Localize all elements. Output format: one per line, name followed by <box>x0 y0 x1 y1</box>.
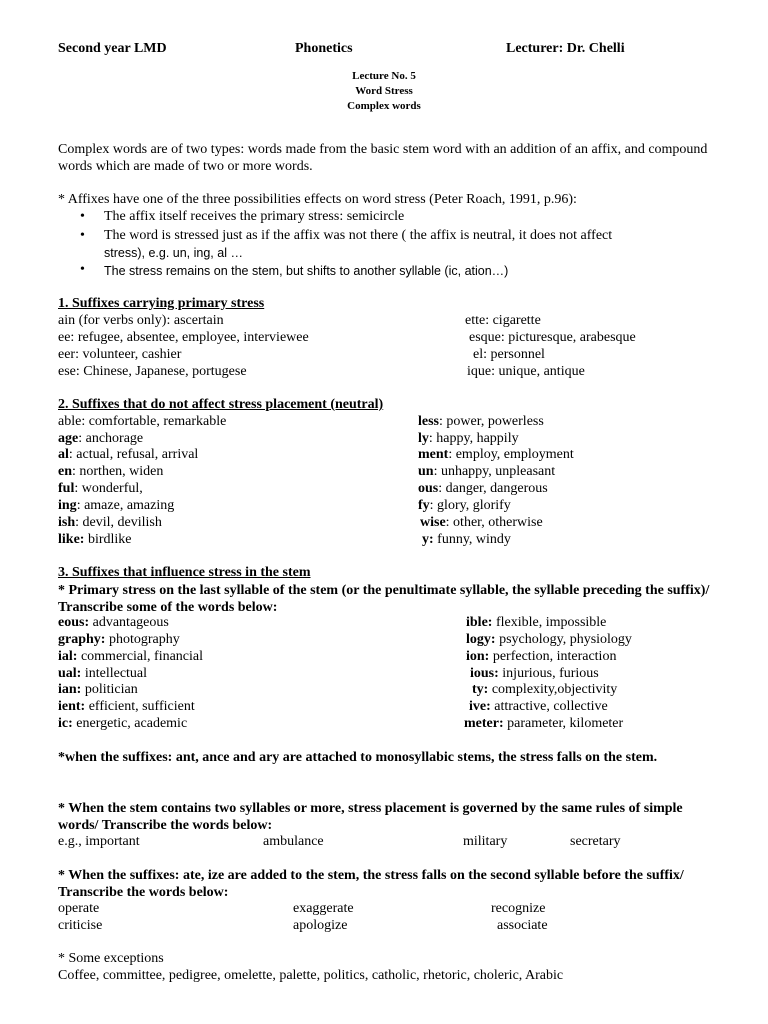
bullet-item: The affix itself receives the primary stress: semicircle <box>104 209 405 224</box>
suffix-entry: ee: refugee, absentee, employee, interviewee <box>58 330 309 345</box>
suffix-entry: eous: advantageous <box>58 615 169 630</box>
word-item: apologize <box>293 918 348 933</box>
bullet-item: The stress remains on the stem, but shifts to another syllable (ic, ation…) <box>104 264 509 278</box>
suffix-entry: ly: happy, happily <box>418 431 519 446</box>
lecture-number: Lecture No. 5 <box>352 70 416 82</box>
bullet-dot: • <box>80 228 85 243</box>
suffix-entry: ian: politician <box>58 682 138 697</box>
suffix-entry: y: funny, windy <box>422 532 511 547</box>
suffix-entry: ual: intellectual <box>58 666 148 681</box>
affix-intro: * Affixes have one of the three possibilities effects on word stress (Peter Roach, 1991, p.96): <box>58 192 577 207</box>
ate-ize-rule: * When the suffixes: ate, ize are added to the stem, the stress falls on the second syllable before the suffix/ Transcribe the words below: <box>58 868 684 900</box>
ant-ance-rule: *when the suffixes: ant, ance and ary are attached to monosyllabic stems, the stress falls on the stem. <box>58 750 658 765</box>
section-3-heading: 3. Suffixes that influence stress in the stem <box>58 565 311 580</box>
suffix-entry: al: actual, refusal, arrival <box>58 447 199 462</box>
suffix-entry: ese: Chinese, Japanese, portugese <box>58 364 247 379</box>
suffix-entry: ient: efficient, sufficient <box>58 699 195 714</box>
suffix-entry: like: birdlike <box>58 532 132 547</box>
suffix-entry: ible: flexible, impossible <box>466 615 607 630</box>
section-1-heading: 1. Suffixes carrying primary stress <box>58 296 265 311</box>
suffix-entry: ique: unique, antique <box>467 364 585 379</box>
suffix-entry: esque: picturesque, arabesque <box>469 330 636 345</box>
bullet-item-continued: stress), e.g. un, ing, al … <box>104 246 243 260</box>
suffix-entry: ette: cigarette <box>465 313 541 328</box>
stress-rule: * Primary stress on the last syllable of the stem (or the penultimate syllable, the syllable preceding the suffix)/ Transcribe some of the words below: <box>58 583 710 615</box>
suffix-entry: ive: attractive, collective <box>469 699 608 714</box>
suffix-entry: un: unhappy, unpleasant <box>418 464 556 479</box>
suffix-entry: ish: devil, devilish <box>58 515 162 530</box>
header-lecturer: Lecturer: Dr. Chelli <box>506 41 625 56</box>
word-item: associate <box>497 918 548 933</box>
header-course: Second year LMD <box>58 41 167 56</box>
intro-paragraph: Complex words are of two types: words made from the basic stem word with an addition of an affix, and compound words which are made of two or more words. <box>58 142 708 174</box>
lecture-topic: Word Stress <box>355 85 413 97</box>
suffix-entry: ment: employ, employment <box>418 447 574 462</box>
bullet-dot: • <box>80 262 85 277</box>
suffix-entry: ing: amaze, amazing <box>58 498 175 513</box>
stem-rule: * When the stem contains two syllables or more, stress placement is governed by the same rules of simple words/ Transcribe the words below: <box>58 801 683 833</box>
bullet-dot: • <box>80 209 85 224</box>
suffix-entry: en: northen, widen <box>58 464 164 479</box>
word-item: military <box>463 834 508 849</box>
suffix-entry: fy: glory, glorify <box>418 498 511 513</box>
word-item: ambulance <box>263 834 324 849</box>
suffix-entry: ial: commercial, financial <box>58 649 204 664</box>
suffix-entry: able: comfortable, remarkable <box>58 414 227 429</box>
suffix-entry: ic: energetic, academic <box>58 716 188 731</box>
suffix-entry: age: anchorage <box>58 431 144 446</box>
suffix-entry: ous: danger, dangerous <box>418 481 548 496</box>
word-item: exaggerate <box>293 901 354 916</box>
word-item: operate <box>58 901 100 916</box>
suffix-entry: el: personnel <box>473 347 545 362</box>
suffix-entry: less: power, powerless <box>418 414 544 429</box>
word-item: recognize <box>491 901 546 916</box>
suffix-entry: ious: injurious, furious <box>470 666 599 681</box>
section-2-heading: 2. Suffixes that do not affect stress placement (neutral) <box>58 397 384 412</box>
suffix-entry: eer: volunteer, cashier <box>58 347 182 362</box>
suffix-entry: ful: wonderful, <box>58 481 143 496</box>
suffix-entry: graphy: photography <box>58 632 180 647</box>
suffix-entry: meter: parameter, kilometer <box>464 716 624 731</box>
suffix-entry: ty: complexity,objectivity <box>472 682 618 697</box>
word-item: criticise <box>58 918 103 933</box>
bullet-item: The word is stressed just as if the affix was not there ( the affix is neutral, it does not affect <box>104 228 613 243</box>
exceptions-list: Coffee, committee, pedigree, omelette, palette, politics, catholic, rhetoric, choleric, Arabic <box>58 968 564 983</box>
suffix-entry: logy: psychology, physiology <box>466 632 632 647</box>
word-item: e.g., important <box>58 834 140 849</box>
lecture-subtopic: Complex words <box>347 100 421 112</box>
suffix-entry: wise: other, otherwise <box>420 515 543 530</box>
exceptions-label: * Some exceptions <box>58 951 164 966</box>
suffix-entry: ion: perfection, interaction <box>466 649 617 664</box>
word-item: secretary <box>570 834 621 849</box>
header-subject: Phonetics <box>295 41 353 56</box>
suffix-entry: ain (for verbs only): ascertain <box>58 313 224 328</box>
